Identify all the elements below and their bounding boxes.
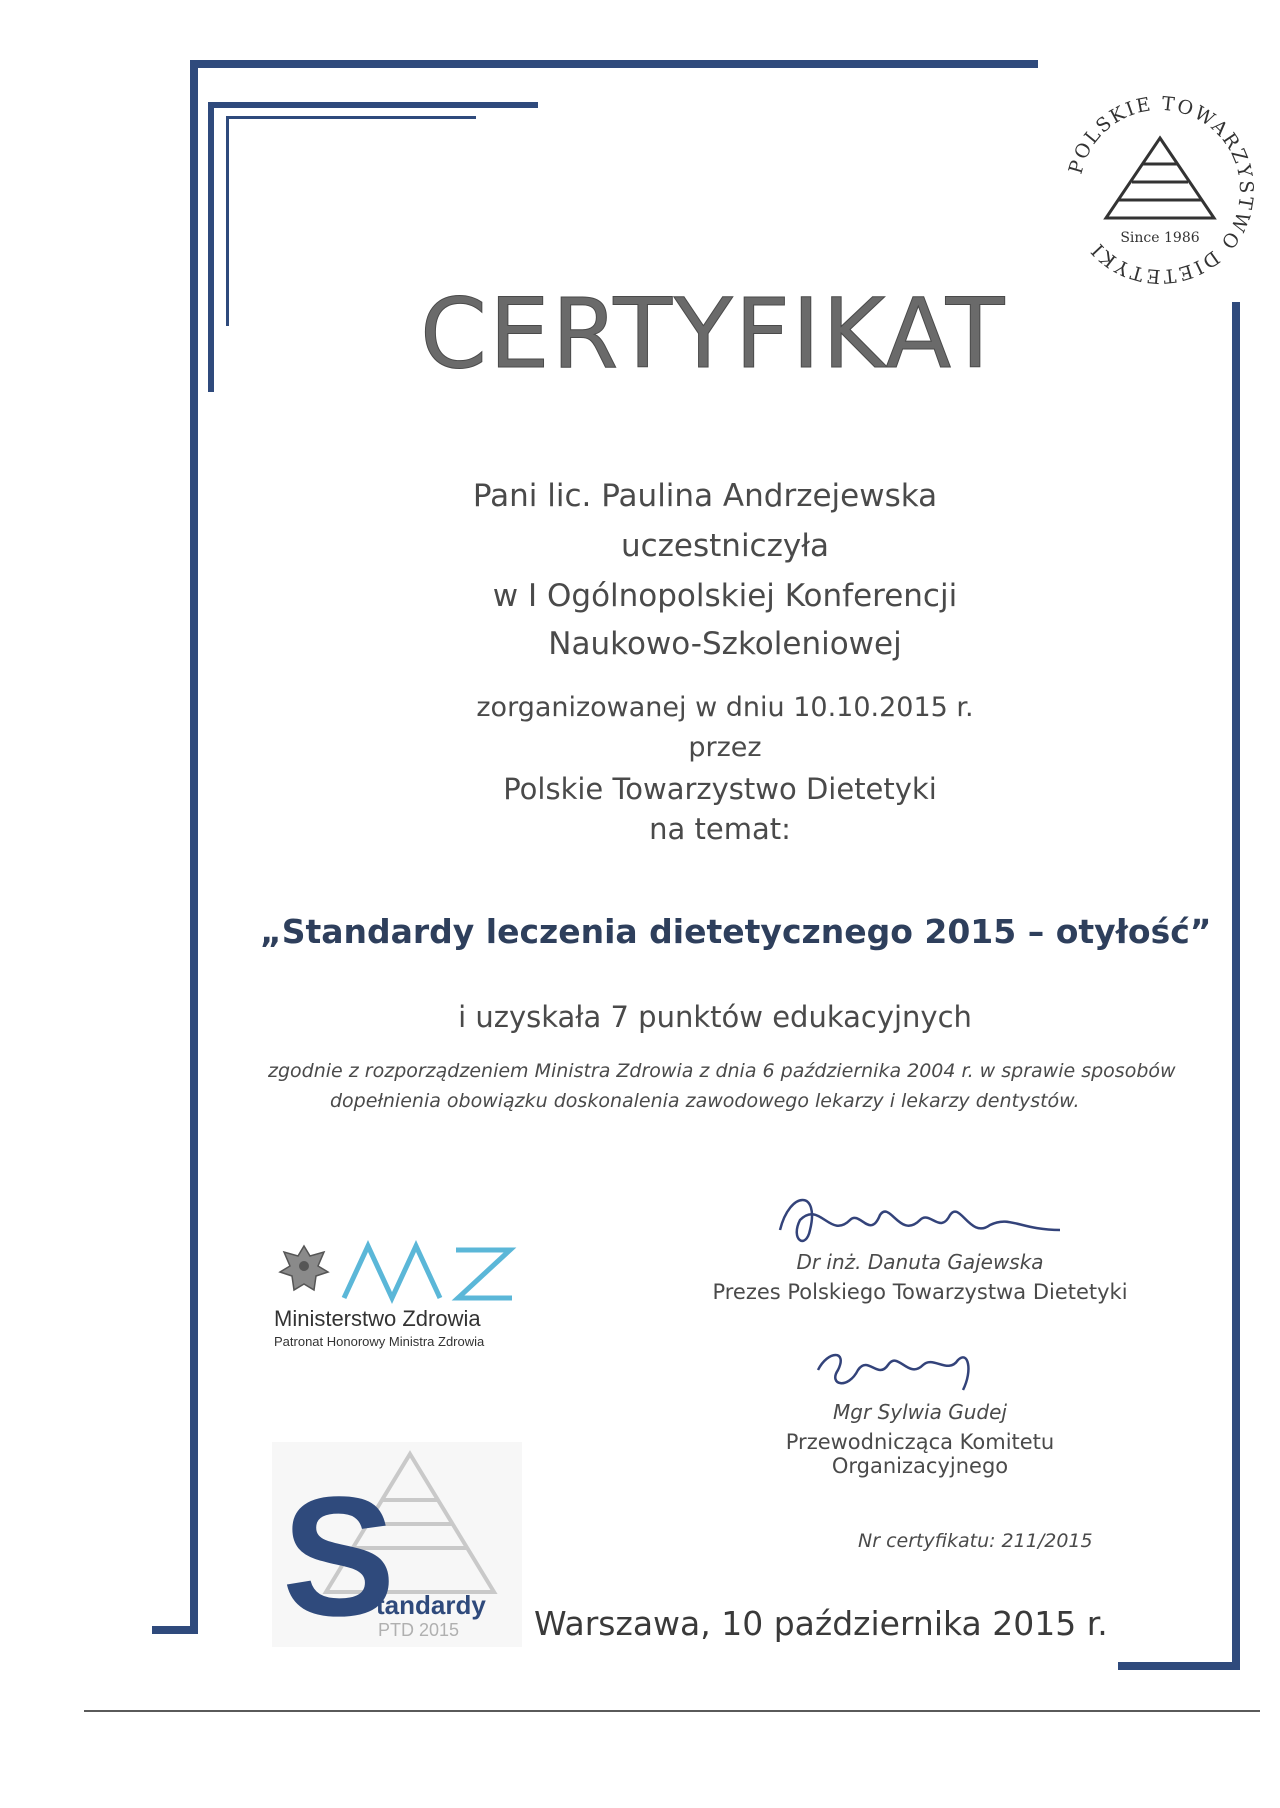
regulation-line-2: dopełnienia obowiązku doskonalenia zawodowego lekarzy i lekarzy dentystów. bbox=[330, 1090, 1080, 1112]
place-date: Warszawa, 10 października 2015 r. bbox=[534, 1604, 1108, 1643]
eagle-icon bbox=[274, 1240, 334, 1300]
ministry-logo bbox=[270, 1236, 530, 1356]
signature-gudej bbox=[808, 1330, 1008, 1404]
frame-left-inner-2 bbox=[226, 116, 229, 326]
standards-sub: PTD 2015 bbox=[378, 1620, 460, 1640]
line-organizer: Polskie Towarzystwo Dietetyki bbox=[503, 772, 937, 806]
frame-top-outer bbox=[190, 60, 1038, 68]
frame-left-inner-1 bbox=[208, 102, 214, 392]
signatory-2-name: Mgr Sylwia Gudej bbox=[833, 1400, 1007, 1424]
seal-ring-text: POLSKIE TOWARZYSTWO DIETETYKI bbox=[1064, 92, 1258, 288]
frame-right bbox=[1232, 302, 1240, 1670]
signatory-1 bbox=[700, 1250, 1140, 1304]
recipient-name: Pani lic. Paulina Andrzejewska bbox=[472, 478, 938, 514]
standards-big-s: S bbox=[282, 1462, 396, 1652]
ministry-patronage: Patronat Honorowy Ministra Zdrowia bbox=[274, 1334, 485, 1349]
standards-word: tandardy bbox=[376, 1590, 486, 1620]
regulation-line-1: zgodnie z rozporządzeniem Ministra Zdrowia z dnia 6 października 2004 r. w sprawie sposobów bbox=[268, 1060, 1176, 1082]
points-line: i uzyskała 7 punktów edukacyjnych bbox=[458, 1000, 972, 1034]
signatory-1-name: Dr inż. Danuta Gajewska bbox=[796, 1250, 1044, 1274]
certificate-number: Nr certyfikatu: 211/2015 bbox=[858, 1530, 1093, 1552]
frame-left-outer bbox=[190, 60, 198, 1634]
line-on-topic: na temat: bbox=[649, 812, 791, 846]
frame-bottom-right-stub bbox=[1118, 1662, 1240, 1670]
line-conference-2: Naukowo-Szkoleniowej bbox=[548, 626, 902, 662]
ptd-seal bbox=[1060, 90, 1260, 290]
line-conference-1: w I Ogólnopolskiej Konferencji bbox=[492, 578, 958, 614]
mz-logo-icon bbox=[340, 1236, 540, 1306]
signatory-2 bbox=[700, 1400, 1140, 1478]
frame-bottom-left-stub bbox=[152, 1626, 198, 1634]
frame-top-inner-2 bbox=[226, 116, 476, 119]
line-participated: uczestniczyła bbox=[620, 528, 830, 564]
page-bottom-line bbox=[84, 1710, 1260, 1712]
frame-top-inner-1 bbox=[208, 102, 538, 108]
signatory-2-role: Przewodnicząca Komitetu Organizacyjnego bbox=[785, 1430, 1055, 1478]
ministry-name: Ministerstwo Zdrowia bbox=[274, 1306, 481, 1331]
line-organized: zorganizowanej w dniu 10.10.2015 r. bbox=[476, 692, 974, 723]
seal-since: Since 1986 bbox=[1120, 230, 1200, 246]
certificate-title: CERTYFIKAT bbox=[420, 278, 1007, 390]
conference-topic: „Standardy leczenia dietetycznego 2015 – otyłość” bbox=[260, 912, 1212, 951]
signatory-1-role: Prezes Polskiego Towarzystwa Dietetyki bbox=[712, 1280, 1128, 1304]
line-by: przez bbox=[688, 732, 762, 763]
standards-logo bbox=[272, 1442, 522, 1652]
